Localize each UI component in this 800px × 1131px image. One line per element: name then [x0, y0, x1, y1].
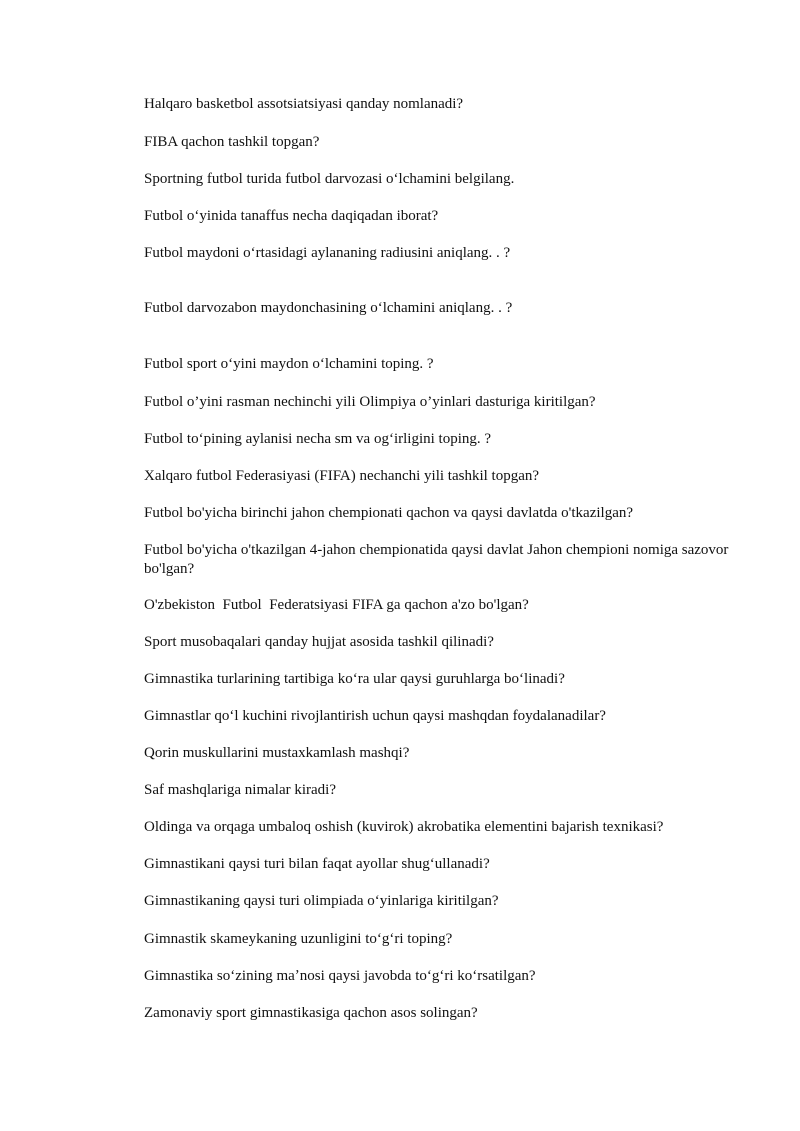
question-15: Gimnastika turlarining tartibiga koʻra ular qaysi guruhlarga boʻlinadi?: [144, 671, 565, 687]
question-19: Oldinga va orqaga umbaloq oshish (kuvirok) akrobatika elementini bajarish texnikasi?: [144, 819, 664, 835]
question-14: Sport musobaqalari qanday hujjat asosida tashkil qilinadi?: [144, 634, 494, 650]
question-21: Gimnastikaning qaysi turi olimpiada oʻyinlariga kiritilgan?: [144, 893, 499, 909]
question-6: Futbol darvozabon maydonchasining oʻlchamini aniqlang. . ?: [144, 300, 513, 316]
question-23: Gimnastika soʻzining maʼnosi qaysi javobda toʻgʻri koʻrsatilgan?: [144, 968, 536, 984]
question-5: Futbol maydoni oʻrtasidagi aylananing radiusini aniqlang. . ?: [144, 245, 511, 261]
question-22: Gimnastik skameykaning uzunligini toʻgʻri toping?: [144, 931, 453, 947]
question-2: FIBA qachon tashkil topgan?: [144, 134, 320, 150]
question-8: Futbol o’yini rasman nechinchi yili Olimpiya o’yinlari dasturiga kiritilgan?: [144, 394, 596, 410]
question-1: Halqaro basketbol assotsiatsiyasi qanday nomlanadi?: [144, 96, 464, 112]
question-13: O'zbekiston Futbol Federatsiyasi FIFA ga qachon a'zo bo'lgan?: [144, 597, 529, 613]
question-7: Futbol sport oʻyini maydon oʻlchamini toping. ?: [144, 356, 434, 372]
question-16: Gimnastlar qoʻl kuchini rivojlantirish uchun qaysi mashqdan foydalanadilar?: [144, 708, 606, 724]
question-3: Sportning futbol turida futbol darvozasi oʻlchamini belgilang.: [144, 171, 515, 187]
question-18: Saf mashqlariga nimalar kiradi?: [144, 782, 337, 798]
question-11: Futbol bo'yicha birinchi jahon chempionati qachon va qaysi davlatda o'tkazilgan?: [144, 505, 634, 521]
question-20: Gimnastikani qaysi turi bilan faqat ayollar shugʻullanadi?: [144, 856, 490, 872]
question-10: Xalqaro futbol Federasiyasi (FIFA) nechanchi yili tashkil topgan?: [144, 468, 540, 484]
question-17: Qorin muskullarini mustaxkamlash mashqi?: [144, 745, 410, 761]
question-12: Futbol bo'yicha o'tkazilgan 4-jahon chempionatida qaysi davlat Jahon chempioni nomiga sazovor bo'lgan?: [144, 542, 733, 577]
question-24: Zamonaviy sport gimnastikasiga qachon asos solingan?: [144, 1005, 478, 1021]
question-9: Futbol toʻpining aylanisi necha sm va ogʻirligini toping. ?: [144, 431, 492, 447]
question-4: Futbol oʻyinida tanaffus necha daqiqadan iborat?: [144, 208, 439, 224]
